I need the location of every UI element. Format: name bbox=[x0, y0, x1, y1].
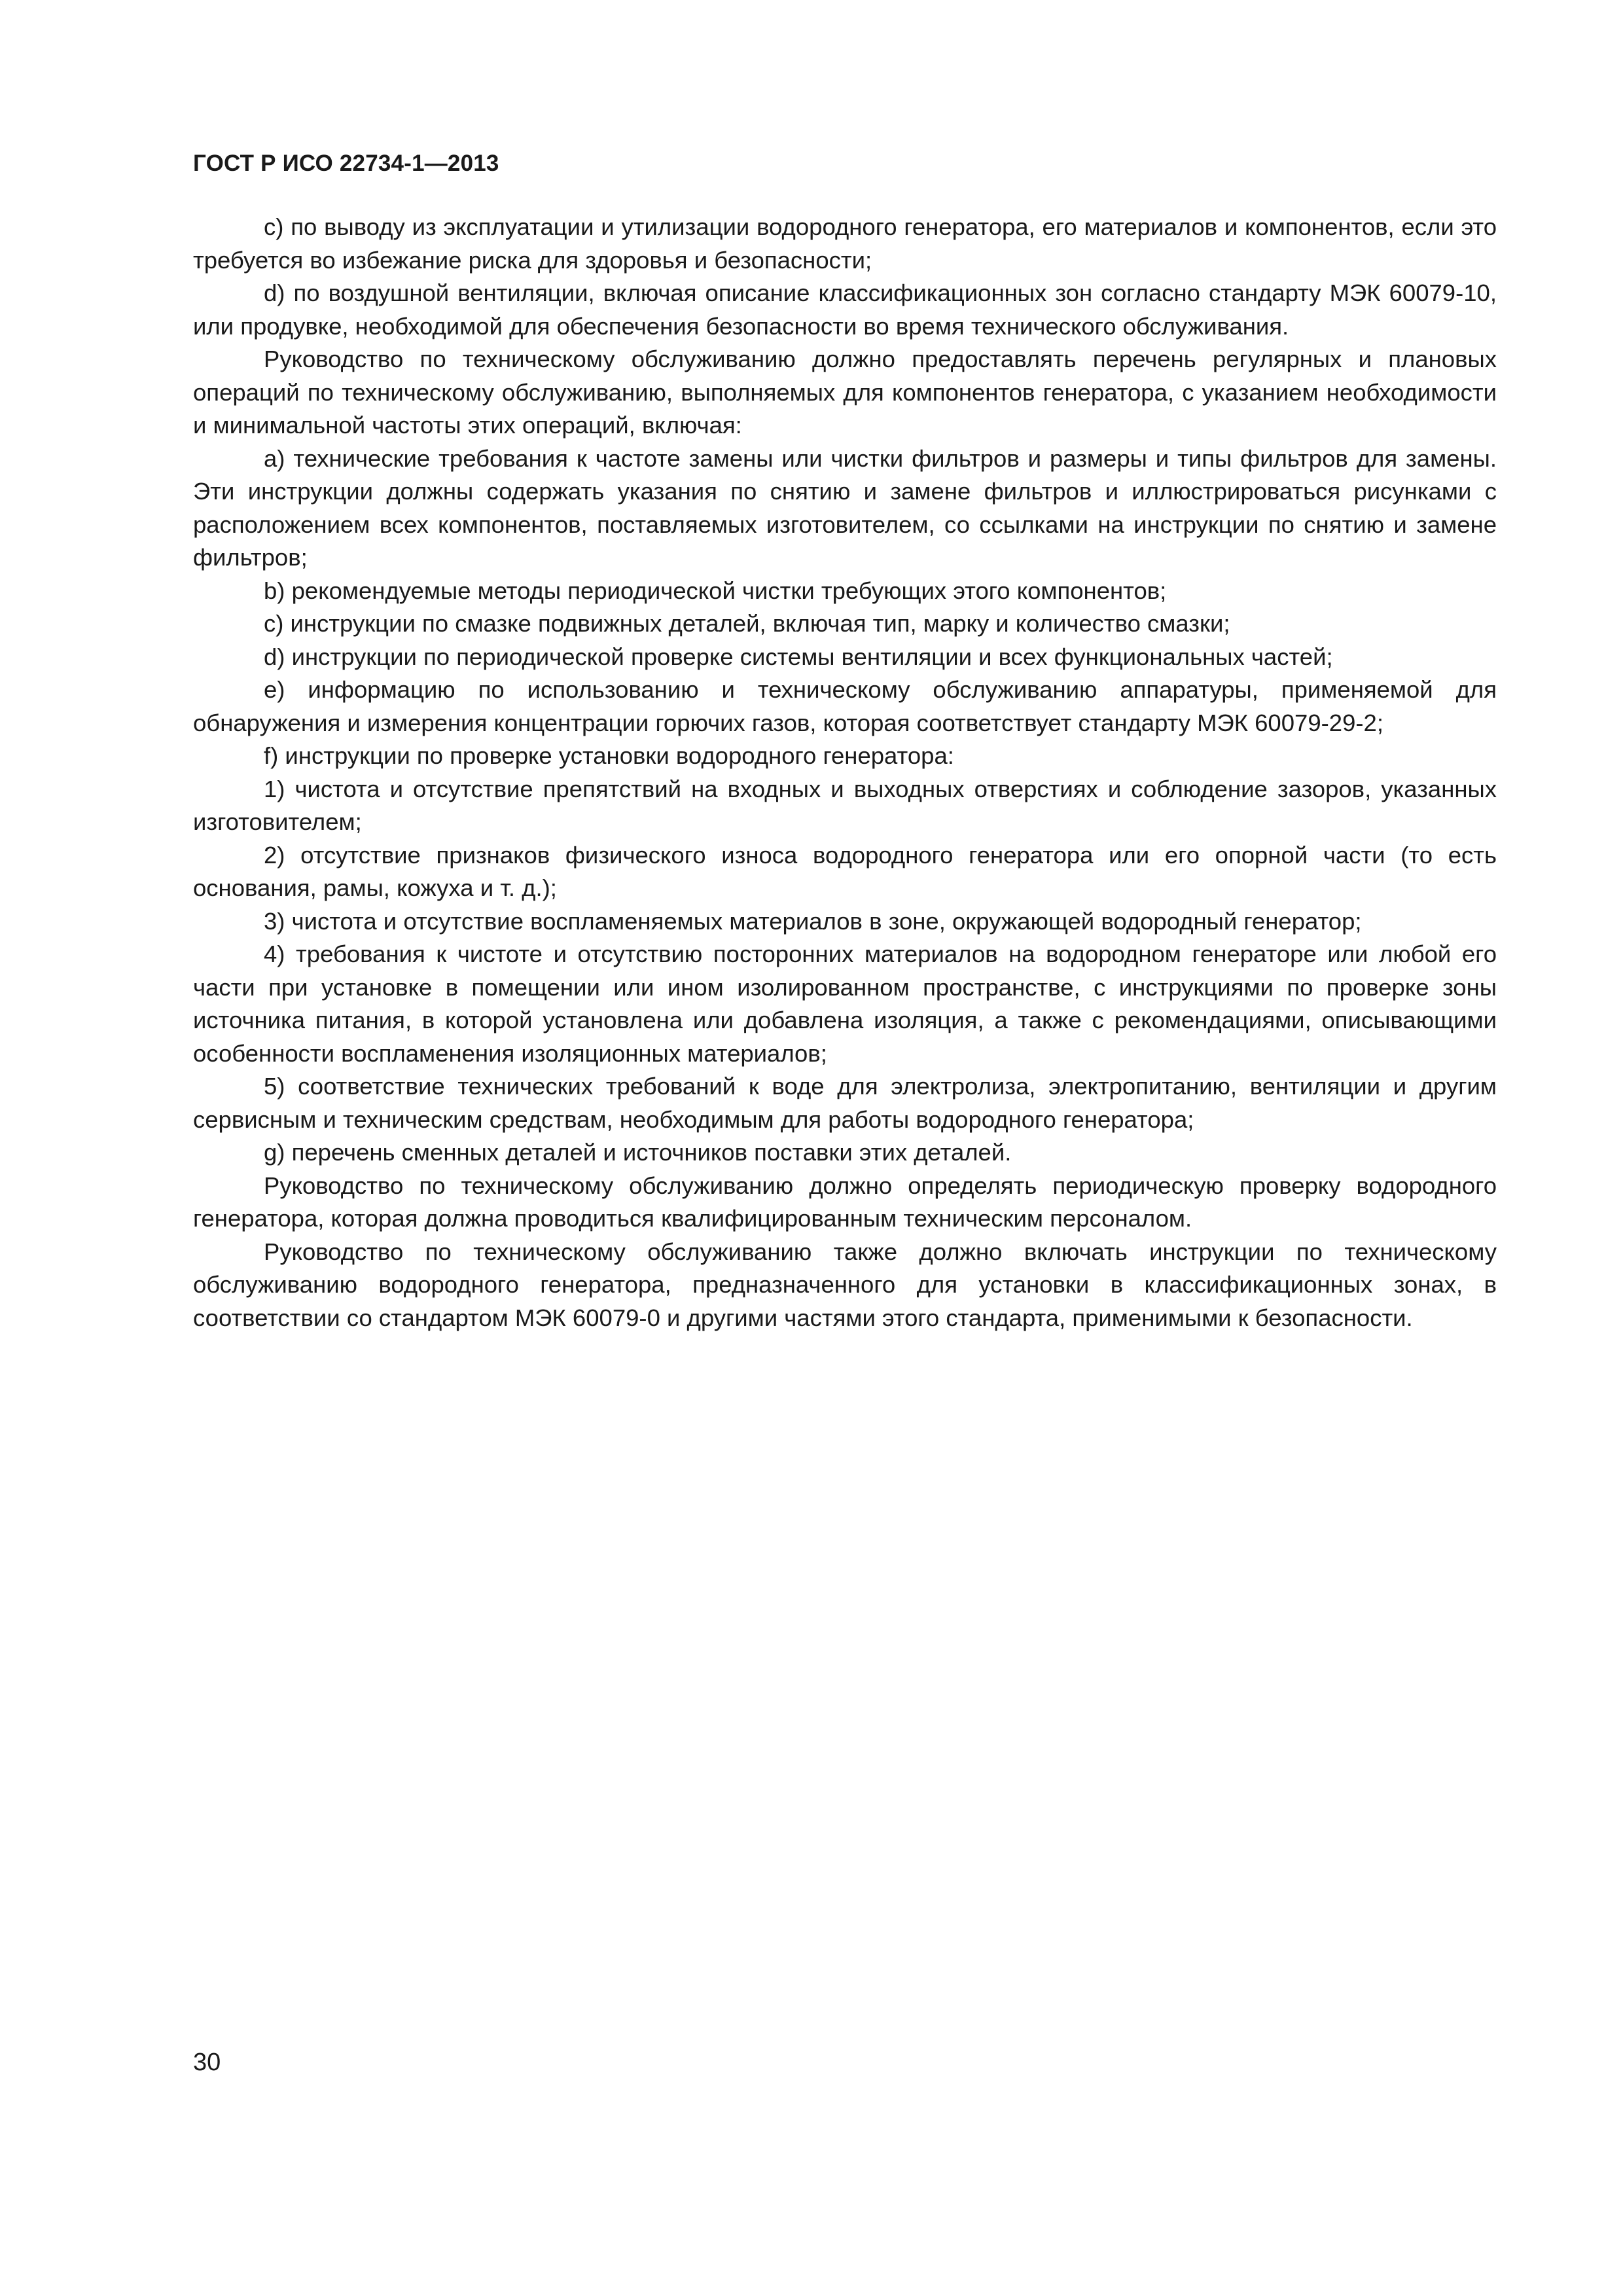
subitem-1-clearances: 1) чистота и отсутствие препятствий на входных и выходных отверстиях и соблюдение зазоров, указанных изготовителем; bbox=[193, 775, 1497, 835]
subitem-4-cleanliness: 4) требования к чистоте и отсутствию посторонних материалов на водородном генераторе или любой его части при установке в помещении или ином изолированном пространстве, с инструкциями по проверке зоны источника питания, в которой установлена или добавлена изоляция, а также с рекомендациями, описывающими особенности воспламенения изоляционных материалов; bbox=[193, 941, 1497, 1067]
item-d-ventilation: d) по воздушной вентиляции, включая описание классификационных зон согласно стандарту МЭК 60079-10, или продувке, необходимой для обеспечения безопасности во время технического обслуживания. bbox=[193, 279, 1497, 340]
item-d-ventilation-check: d) инструкции по периодической проверке системы вентиляции и всех функциональных частей; bbox=[264, 643, 1333, 670]
maintenance-operations-intro: Руководство по техническому обслуживанию должно предоставлять перечень регулярных и плановых операций по техническому обслуживанию, выполняемых для компонентов генератора, с указанием необходимости и минимальной частоты этих операций, включая: bbox=[193, 346, 1497, 439]
item-a-filters: a) технические требования к частоте замены или чистки фильтров и размеры и типы фильтров для замены. Эти инструкции должны содержать указания по снятию и замене фильтров и иллюстрироваться рисунками с расположением всех компонентов, поставляемых изготовителем, со ссылками на инструкции по снятию и замене фильтров; bbox=[193, 444, 1497, 571]
subitem-5-services: 5) соответствие технических требований к воде для электролиза, электропитанию, вентиляции и другим сервисным и техническим средствам, необходимым для работы водородного генератора; bbox=[193, 1073, 1497, 1133]
subitem-2-wear: 2) отсутствие признаков физического износа водородного генератора или его опорной части (то есть основания, рамы, кожуха и т. д.); bbox=[193, 841, 1497, 901]
item-f-installation-check: f) инструкции по проверке установки водородного генератора: bbox=[264, 742, 954, 769]
item-g-spare-parts: g) перечень сменных деталей и источников поставки этих деталей. bbox=[264, 1139, 1012, 1166]
item-c-lubrication: c) инструкции по смазке подвижных деталей, включая тип, марку и количество смазки; bbox=[264, 610, 1230, 637]
classified-zones-paragraph: Руководство по техническому обслуживанию также должно включать инструкции по техническому обслуживанию водородного генератора, предназначенного для установки в классификационных зонах, в соответствии со стандартом МЭК 60079-0 и другими частями этого стандарта, применимыми к безопасности. bbox=[193, 1238, 1497, 1331]
subitem-3-flammables: 3) чистота и отсутствие воспламеняемых материалов в зоне, окружающей водородный генератор; bbox=[264, 907, 1362, 935]
main-text bbox=[193, 211, 1497, 1335]
item-e-gas-detection: e) информацию по использованию и техническому обслуживанию аппаратуры, применяемой для обнаружения и измерения концентрации горючих газов, которая соответствует стандарту МЭК 60079-29-2; bbox=[193, 676, 1497, 736]
item-b-cleaning: b) рекомендуемые методы периодической чистки требующих этого компонентов; bbox=[264, 577, 1167, 604]
standard-designation: ГОСТ Р ИСО 22734-1—2013 bbox=[193, 151, 499, 176]
periodic-inspection-paragraph: Руководство по техническому обслуживанию должно определять периодическую проверку водородного генератора, которая должна проводиться квалифицированным техническим персоналом. bbox=[193, 1172, 1497, 1232]
page-number: 30 bbox=[193, 2049, 221, 2076]
item-c-decommissioning: c) по выводу из эксплуатации и утилизации водородного генератора, его материалов и компонентов, если это требуется во избежание риска для здоровья и безопасности; bbox=[193, 213, 1497, 274]
